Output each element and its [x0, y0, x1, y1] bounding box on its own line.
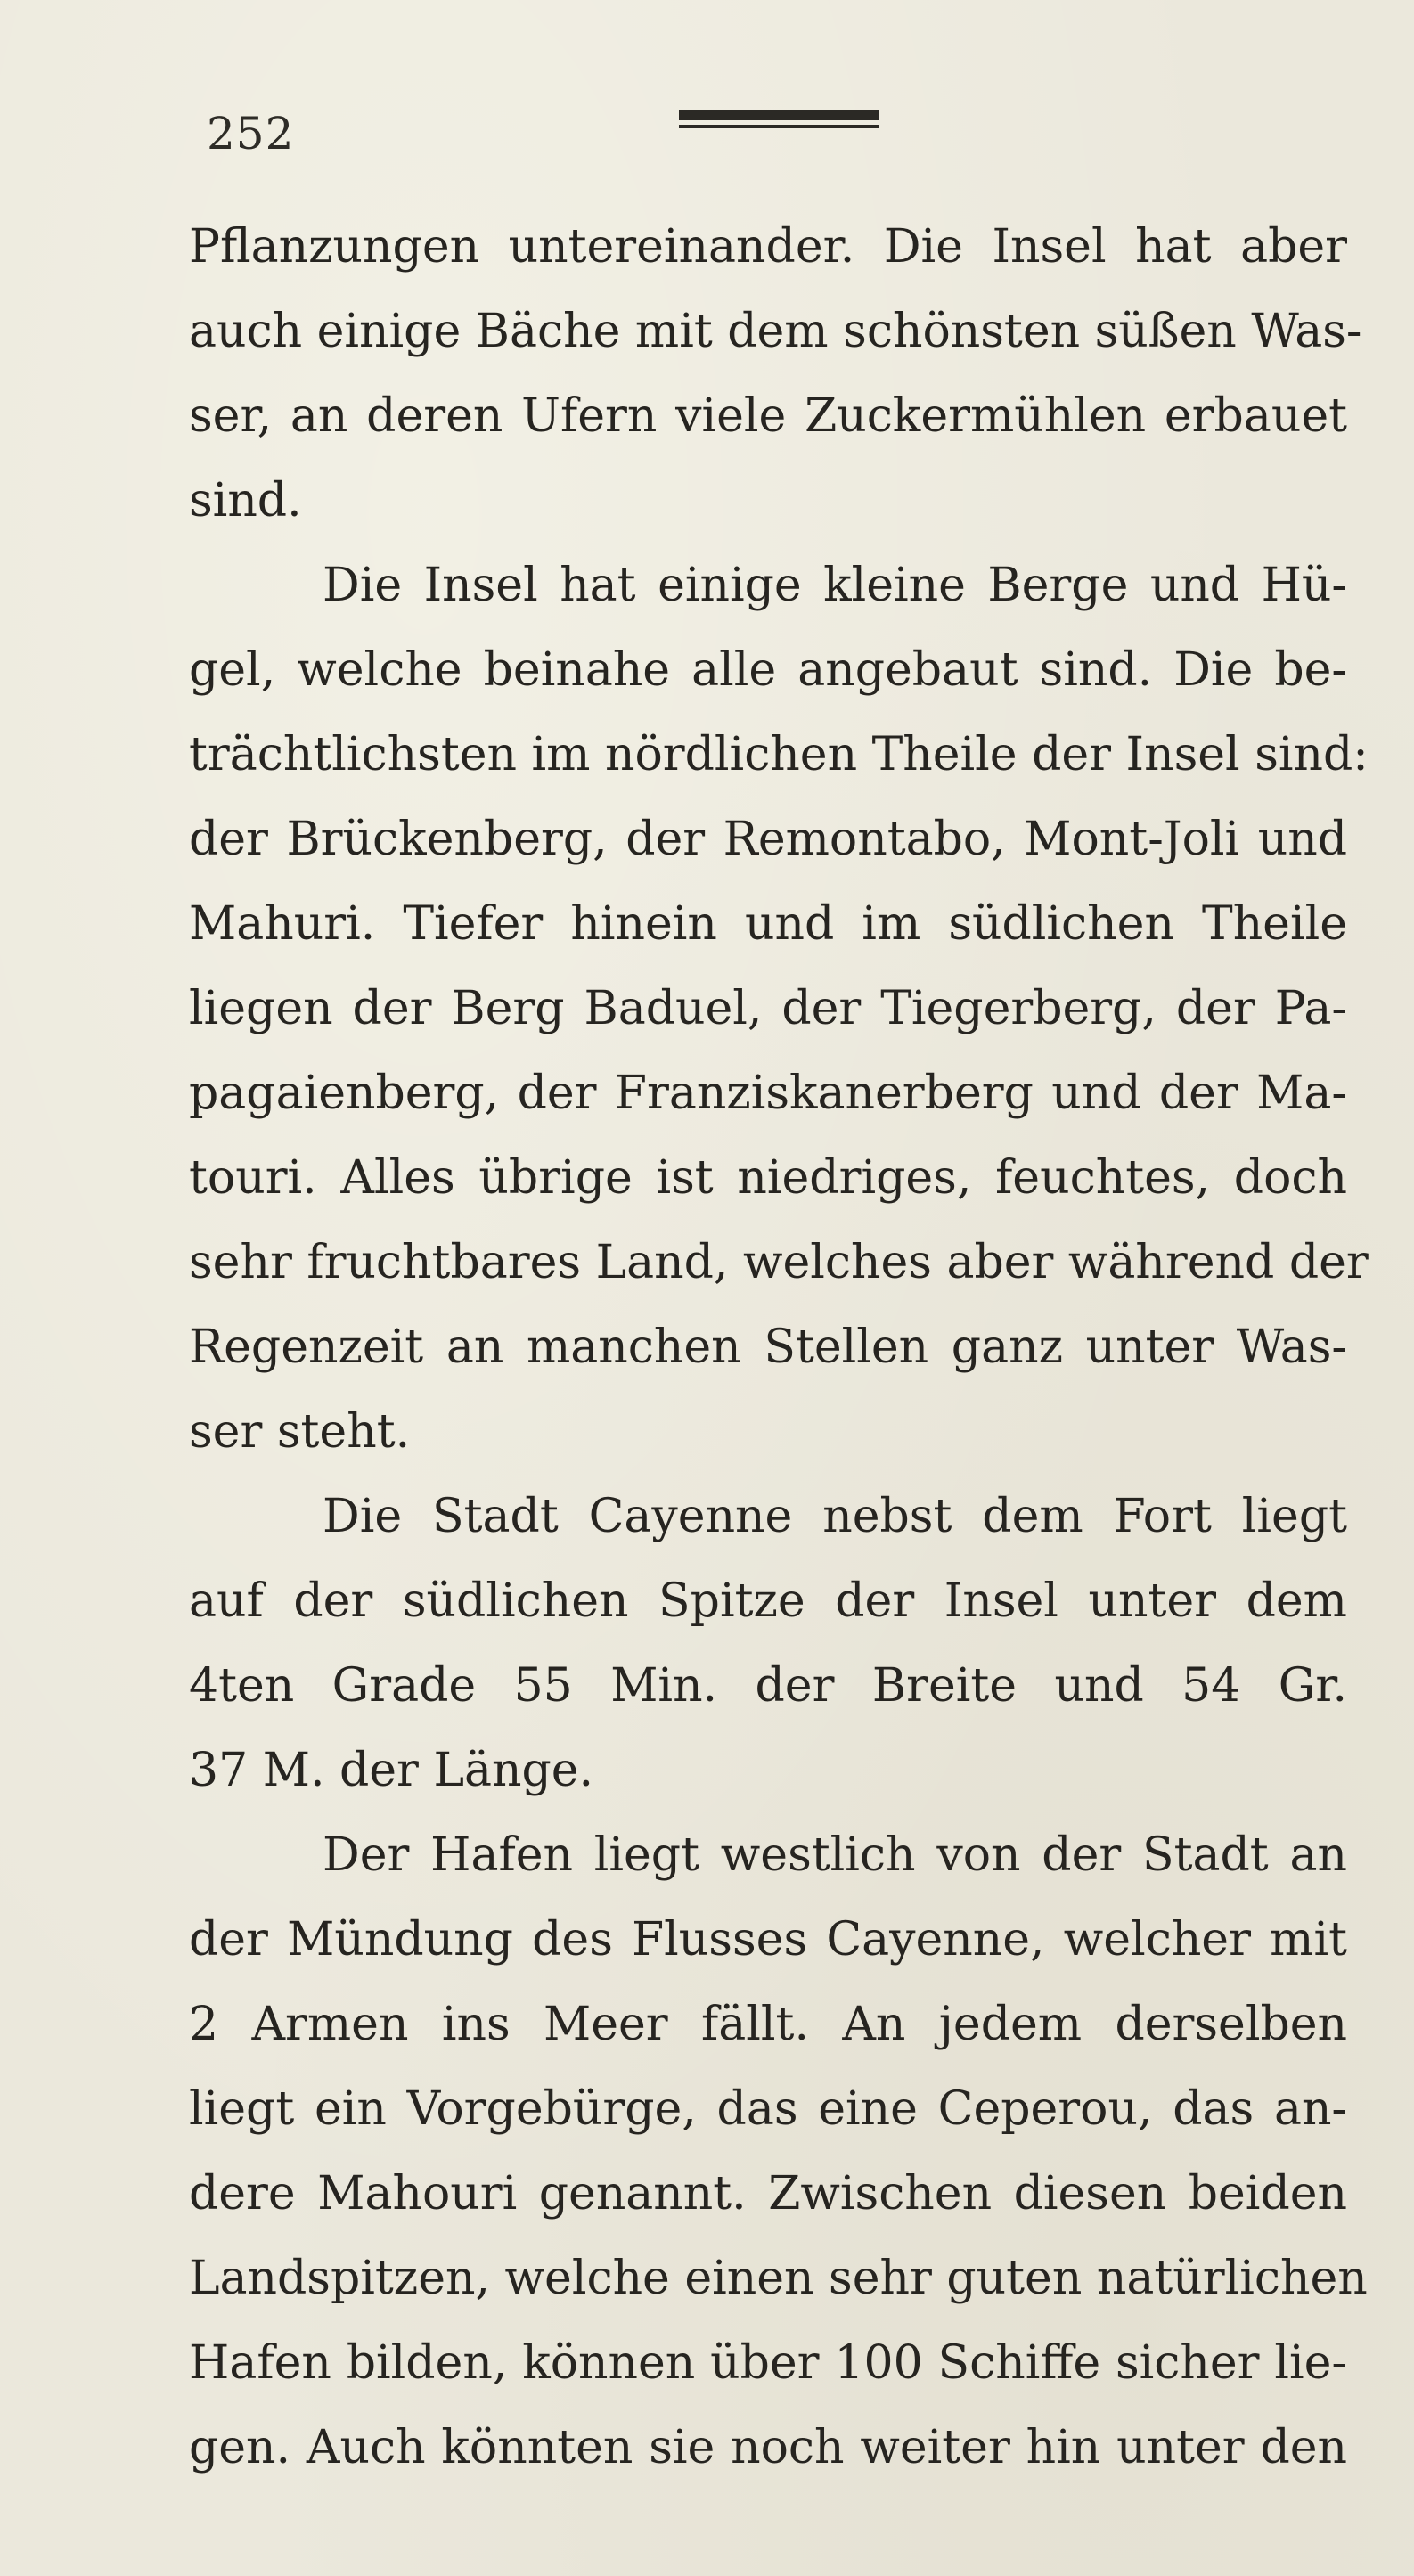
text-line: gel, welche beinahe alle angebaut sind. Die be-	[189, 643, 1347, 697]
text-line: touri. Alles übrige ist niedriges, feuchtes, doch	[189, 1151, 1347, 1205]
page-number: 252	[207, 108, 295, 159]
text-line: der Mündung des Flusses Cayenne, welcher mit	[189, 1913, 1347, 1967]
text-line: Mahuri. Tiefer hinein und im südlichen Theile	[189, 897, 1347, 951]
text-line: der Brückenberg, der Remontabo, Mont-Joli und	[189, 813, 1347, 866]
header-rule-thin	[679, 125, 879, 128]
text-line: liegt ein Vorgebürge, das eine Ceperou, das an-	[189, 2082, 1347, 2136]
text-line: dere Mahouri genannt. Zwischen diesen beiden	[189, 2167, 1347, 2220]
text-line: 37 M. der Länge.	[189, 1744, 594, 1797]
text-line: Hafen bilden, können über 100 Schiffe sicher lie-	[189, 2336, 1347, 2390]
text-line: Pflanzungen untereinander. Die Insel hat aber	[189, 220, 1347, 274]
text-line: sind.	[189, 474, 302, 527]
text-line: trächtlichsten im nördlichen Theile der Insel sind:	[189, 728, 1369, 781]
text-line: Regenzeit an manchen Stellen ganz unter Was-	[189, 1321, 1347, 1374]
text-line: Die Insel hat einige kleine Berge und Hü-	[323, 559, 1347, 612]
text-line: gen. Auch könnten sie noch weiter hin unter den	[189, 2421, 1347, 2474]
text-line: Landspitzen, welche einen sehr guten natürlichen	[189, 2252, 1368, 2305]
text-line: 2 Armen ins Meer fällt. An jedem derselben	[189, 1998, 1347, 2051]
text-line: Der Hafen liegt westlich von der Stadt an	[323, 1828, 1347, 1882]
text-line: 4ten Grade 55 Min. der Breite und 54 Gr.	[189, 1659, 1347, 1713]
text-line: Die Stadt Cayenne nebst dem Fort liegt	[323, 1490, 1347, 1543]
header-rule-thick	[679, 110, 879, 120]
text-line: auf der südlichen Spitze der Insel unter dem	[189, 1574, 1347, 1628]
text-line: ser, an deren Ufern viele Zuckermühlen erbauet	[189, 389, 1347, 443]
header-rule	[679, 110, 879, 135]
text-line: auch einige Bäche mit dem schönsten süßen Was-	[189, 305, 1362, 358]
text-line: ser steht.	[189, 1405, 411, 1459]
text-line: liegen der Berg Baduel, der Tiegerberg, der Pa-	[189, 982, 1347, 1035]
text-line: sehr fruchtbares Land, welches aber während der	[189, 1236, 1369, 1289]
text-line: pagaienberg, der Franziskanerberg und der Ma-	[189, 1067, 1347, 1120]
body-text	[189, 205, 1369, 2490]
